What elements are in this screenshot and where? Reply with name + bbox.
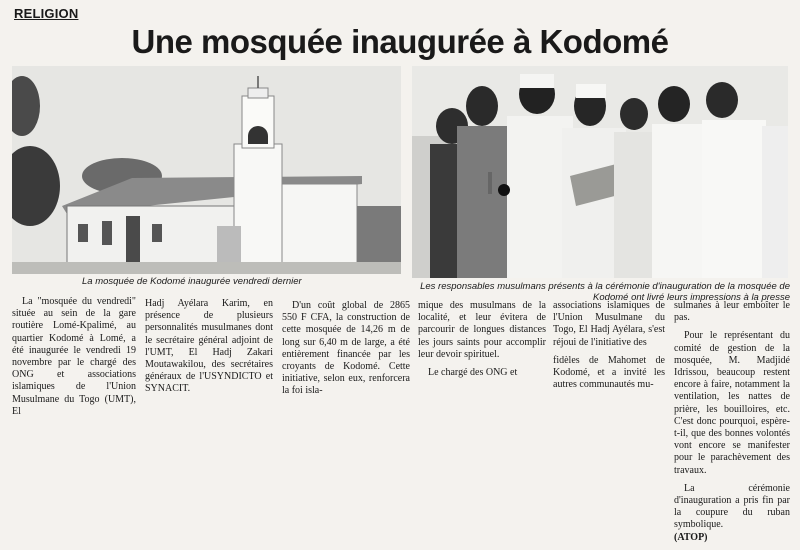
article-column-4 bbox=[418, 300, 546, 385]
section-label: RELIGION bbox=[14, 6, 79, 21]
paragraph: Pour le représentant du comité de gestion de la mosquée, M. Madjidé Idrissou, beaucoup restent encore à faire, notamment la ventilation, les nattes de prière, les bouilloires, etc. C'est donc pourquoi, espère-t-il, que des bonnes volontés vont encore se manifester pour le parachèvement des travaux. bbox=[674, 330, 790, 476]
paragraph: Hadj Ayélara Karim, en présence de plusieurs personnalités musulmanes dont le secrétaire général adjoint de l'UMT, El Hadj Zakari Moutawakilou, des secrétaires généraux de l'USYNDICTO et SYNACIT. bbox=[145, 298, 273, 395]
mosque-photo bbox=[12, 66, 401, 274]
paragraph: associations islamiques de l'Union Musulmane du Togo, El Hadj Ayélara, s'est réjoui de l'initiative des bbox=[553, 300, 665, 348]
paragraph: La "mosquée du vendredi" située au sein de la gare routière Lomé-Kpalimé, au quartier Kodomé à Lomé, a été inaugurée le vendredi 19 novembre par le chargé des ONG et associations islamiques de l'Union Musulmane du Togo (UMT), El bbox=[12, 296, 136, 417]
article-headline: Une mosquée inaugurée à Kodomé bbox=[131, 23, 669, 60]
paragraph: D'un coût global de 2865 550 F CFA, la construction de cette mosquée de 14,26 m de long sur 6,40 m de large, a été entièrement financée par les croyants de Kodomé. Cette initiative, selon eux, renforcera la foi isla- bbox=[282, 300, 410, 397]
paragraph: sulmanes à leur emboîter le pas. bbox=[674, 300, 790, 324]
mosque-photo-caption: La mosquée de Kodomé inaugurée vendredi dernier bbox=[82, 276, 302, 287]
article-column-6 bbox=[674, 300, 790, 550]
paragraph: Le chargé des ONG et bbox=[428, 367, 518, 379]
paragraph: mique des musulmans de la localité, et leur évitera de parcourir de longues distances les jours saints pour accomplir leur devoir spirituel. bbox=[418, 300, 546, 360]
paragraph: fidèles de Mahomet de Kodomé, et a invité les autres communautés mu- bbox=[553, 354, 665, 391]
article-column-5 bbox=[553, 300, 665, 397]
officials-photo bbox=[412, 66, 788, 278]
officials-photo-caption: Les responsables musulmans présents à la cérémonie d'inauguration de la mosquée de Kodomé ont livré leurs impressions à la presse bbox=[420, 281, 790, 303]
article-column-1 bbox=[12, 296, 136, 424]
agency-signature: (ATOP) bbox=[674, 531, 708, 543]
article-column-3 bbox=[282, 300, 410, 404]
article-column-2 bbox=[145, 298, 273, 402]
paragraph: La cérémonie d'inauguration a pris fin par la coupure du ruban symbolique. bbox=[674, 482, 790, 531]
